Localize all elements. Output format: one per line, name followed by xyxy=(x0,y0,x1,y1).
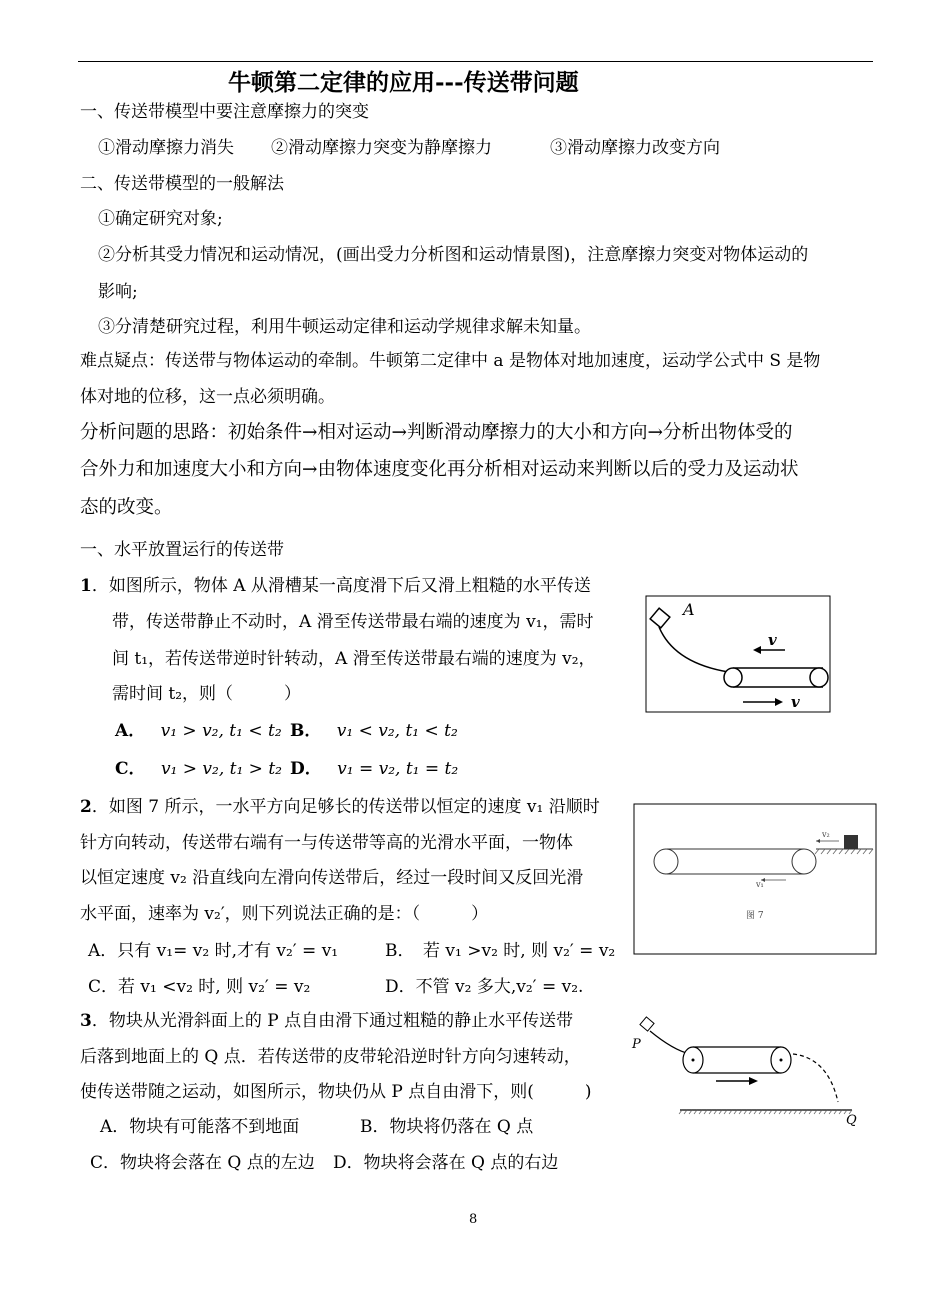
q1-option-c-label: C． xyxy=(115,759,146,779)
q1-line1: ．如图所示，物体 A 从滑槽某一高度滑下后又滑上粗糙的水平传送 xyxy=(91,576,591,596)
label-v-top: v xyxy=(768,631,777,649)
header-rule xyxy=(78,61,873,62)
q3-option-b: B．物块将仍落在 Q 点 xyxy=(360,1117,534,1137)
label-a: A xyxy=(683,600,695,619)
q2-text-line3: 以恒定速度 v₂ 沿直线向左滑向传送带后，经过一段时间又反回光滑 xyxy=(80,868,584,888)
q1-figure xyxy=(645,595,831,713)
approach-line2: 合外力和加速度大小和方向→由物体速度变化再分析相对运动来判断以后的受力及运动状 xyxy=(80,459,799,480)
q1-text-line3: 间 t₁，若传送带逆时针转动，A 滑至传送带最右端的速度为 v₂， xyxy=(112,649,596,669)
difficulty-line1: 难点疑点：传送带与物体运动的牵制。牛顿第二定律中 a 是物体对地加速度，运动学公式中 S 是物 xyxy=(80,351,821,371)
q2-option-a: A．只有 v₁= v₂ 时,才有 v₂′ = v₁ xyxy=(88,941,339,961)
q3-line1: ．物块从光滑斜面上的 P 点自由滑下通过粗糙的静止水平传送带 xyxy=(91,1011,574,1031)
left-roller xyxy=(724,668,742,687)
q2-figure xyxy=(633,803,877,955)
q1-text-line1 xyxy=(80,575,591,597)
block-a xyxy=(650,608,670,628)
page-number: 8 xyxy=(469,1212,478,1227)
q1-option-a-math: v₁ > v₂, t₁ < t₂ xyxy=(160,721,282,741)
q1-option-d-label: D． xyxy=(290,759,322,779)
q3-option-c: C．物块将会落在 Q 点的左边 xyxy=(90,1153,315,1173)
sec2-item-3: ③分清楚研究过程，利用牛顿运动定律和运动学规律求解未知量。 xyxy=(98,317,591,337)
q1-number: 1 xyxy=(80,576,92,596)
q1-option-b-label: B． xyxy=(290,721,322,741)
q2-option-c: C．若 v₁ <v₂ 时, 则 v₂′ = v₂ xyxy=(88,977,311,997)
slide-chute xyxy=(659,627,735,673)
right-roller xyxy=(810,668,828,687)
q1-option-d xyxy=(290,758,458,780)
arrow-left-icon xyxy=(816,839,820,843)
block xyxy=(640,1017,654,1031)
q3-option-d: D．物块将会落在 Q 点的右边 xyxy=(333,1153,559,1173)
q2-text-line1 xyxy=(80,796,600,818)
q1-option-b xyxy=(290,720,458,742)
q1-option-b-math: v₁ < v₂, t₁ < t₂ xyxy=(336,721,458,741)
q1-option-d-math: v₁ = v₂, t₁ = t₂ xyxy=(337,759,459,779)
incline xyxy=(650,1031,690,1054)
figure-caption: 图 7 xyxy=(746,911,764,921)
sec1-item-3: ③滑动摩擦力改变方向 xyxy=(550,138,720,158)
q2-number: 2 xyxy=(80,797,92,817)
q2-text-line2: 针方向转动，传送带右端有一与传送带等高的光滑水平面，一物体 xyxy=(80,833,573,853)
block xyxy=(844,835,858,849)
label-q: Q xyxy=(846,1113,857,1128)
label-p: P xyxy=(632,1037,641,1052)
q1-option-a xyxy=(115,720,282,742)
q2-line1: ．如图 7 所示，一水平方向足够长的传送带以恒定的速度 v₁ 沿顺时 xyxy=(91,797,600,817)
q1-text-line2: 带，传送带静止不动时，A 滑至传送带最右端的速度为 v₁，需时 xyxy=(112,612,594,632)
q1-text-line4: 需时间 t₂，则（ ） xyxy=(112,684,302,704)
q1-option-c-math: v₁ > v₂, t₁ > t₂ xyxy=(160,759,282,779)
q3-text-line2: 后落到地面上的 Q 点．若传送带的皮带轮沿逆时针方向匀速转动， xyxy=(80,1047,581,1067)
q2-text-line4: 水平面，速率为 v₂′，则下列说法正确的是：（ ） xyxy=(80,904,489,924)
sec2-item-1: ①确定研究对象; xyxy=(98,209,223,229)
arrow-left-icon xyxy=(753,646,761,654)
q3-figure xyxy=(628,1012,868,1130)
trajectory xyxy=(793,1054,838,1102)
page-title: 牛顿第二定律的应用---传送带问题 xyxy=(228,69,579,96)
label-v-bottom: v xyxy=(791,693,800,711)
q1-option-c xyxy=(115,758,282,780)
q3-text-line3: 使传送带随之运动，如图所示，物块仍从 P 点自由滑下，则( ) xyxy=(80,1082,592,1102)
label-v2: v₂ xyxy=(822,830,830,839)
sec2-item-2-line2: 影响; xyxy=(98,282,138,302)
q1-option-a-label: A． xyxy=(115,721,146,741)
q2-option-d: D．不管 v₂ 多大,v₂′ = v₂. xyxy=(385,977,584,997)
label-v1: v₁ xyxy=(756,880,764,889)
q3-text-line1 xyxy=(80,1010,573,1032)
arrow-right-icon xyxy=(749,1077,758,1085)
approach-line1: 分析问题的思路：初始条件→相对运动→判断滑动摩擦力的大小和方向→分析出物体受的 xyxy=(80,422,793,443)
left-pulley xyxy=(654,849,678,874)
q3-option-a: A．物块有可能落不到地面 xyxy=(100,1117,300,1137)
q3-number: 3 xyxy=(80,1011,92,1031)
arrow-right-icon xyxy=(775,698,783,706)
part-1-heading: 一、水平放置运行的传送带 xyxy=(80,540,284,560)
section-1-heading: 一、传送带模型中要注意摩擦力的突变 xyxy=(80,102,369,122)
section-2-heading: 二、传送带模型的一般解法 xyxy=(80,174,284,194)
right-pulley xyxy=(792,849,816,874)
approach-line3: 态的改变。 xyxy=(80,497,173,518)
q2-option-b: B． 若 v₁ >v₂ 时, 则 v₂′ = v₂ xyxy=(385,941,616,961)
sec1-item-2: ②滑动摩擦力突变为静摩擦力 xyxy=(271,138,492,158)
sec1-item-1: ①滑动摩擦力消失 xyxy=(98,138,234,158)
sec2-item-2-line1: ②分析其受力情况和运动情况，(画出受力分析图和运动情景图)，注意摩擦力突变对物体运动的 xyxy=(98,245,809,265)
difficulty-line2: 体对地的位移，这一点必须明确。 xyxy=(80,387,335,407)
